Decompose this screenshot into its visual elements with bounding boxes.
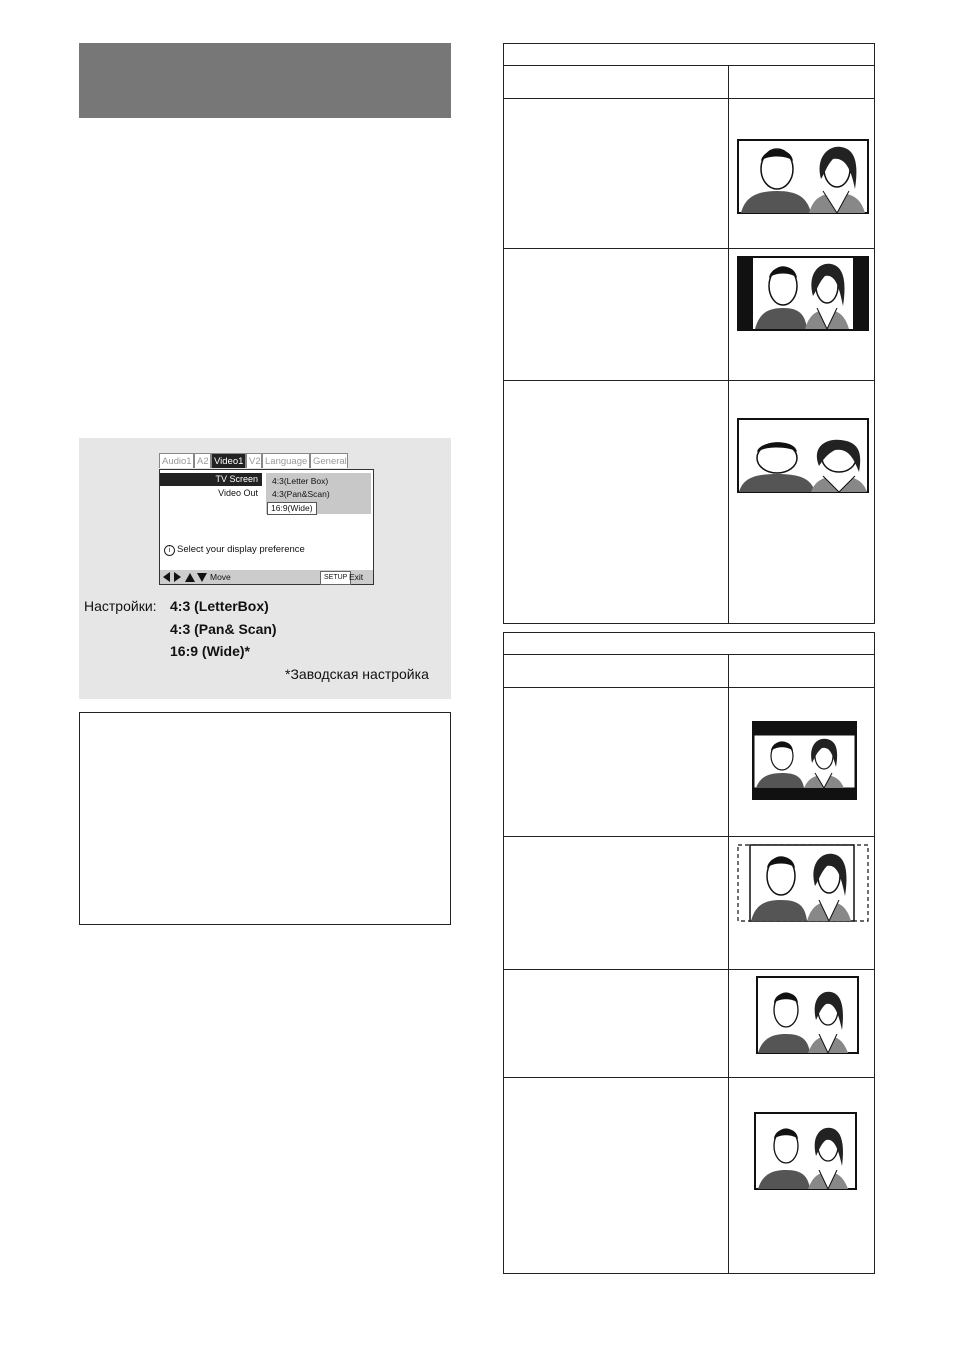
setting-letterbox: 4:3 (LetterBox) bbox=[170, 598, 269, 614]
option-pan-scan[interactable]: 4:3(Pan&Scan) bbox=[272, 489, 330, 499]
wide-on-standard-illustration bbox=[737, 256, 869, 332]
wide-tv-table bbox=[503, 43, 875, 624]
osd-tab-bar bbox=[159, 453, 374, 469]
tab-audio1[interactable]: Audio1 bbox=[159, 453, 194, 468]
osd-setup-menu bbox=[159, 453, 374, 585]
osd-body bbox=[159, 469, 374, 585]
tab-v2[interactable]: V2 bbox=[246, 453, 262, 468]
hint-text: Select your display preference bbox=[177, 544, 305, 555]
setting-wide: 16:9 (Wide)* bbox=[170, 643, 251, 659]
osd-hint bbox=[164, 544, 305, 556]
menu-item-video-out[interactable]: Video Out bbox=[218, 488, 258, 498]
osd-footer bbox=[160, 570, 373, 584]
letterbox-illustration bbox=[752, 721, 857, 801]
setting-pan-scan: 4:3 (Pan& Scan) bbox=[170, 621, 277, 637]
setup-button[interactable]: SETUP bbox=[320, 571, 351, 585]
info-icon: i bbox=[164, 545, 175, 556]
footer-move-label: Move bbox=[210, 572, 231, 582]
note-box bbox=[79, 712, 451, 925]
tab-video1[interactable]: Video1 bbox=[211, 453, 246, 468]
arrow-keys-icon bbox=[163, 572, 207, 582]
standard-4-3-illustration-2 bbox=[754, 1112, 857, 1190]
pan-scan-illustration bbox=[737, 844, 869, 922]
option-list bbox=[266, 473, 371, 514]
tab-a2[interactable]: A2 bbox=[194, 453, 211, 468]
standard-4-3-illustration bbox=[756, 976, 859, 1054]
footer-exit-label: Exit bbox=[349, 572, 364, 582]
tab-general[interactable]: General bbox=[310, 453, 348, 468]
settings-label: Настройки: bbox=[84, 598, 157, 614]
section-header-band bbox=[79, 43, 451, 118]
menu-item-tv-screen[interactable]: TV Screen bbox=[160, 473, 262, 486]
tab-language[interactable]: Language bbox=[262, 453, 310, 468]
option-wide[interactable]: 16:9(Wide) bbox=[267, 502, 317, 515]
factory-setting-note: *Заводская настройка bbox=[285, 666, 429, 682]
wide-screen-illustration bbox=[737, 139, 869, 215]
stretched-illustration bbox=[737, 418, 869, 494]
option-letterbox[interactable]: 4:3(Letter Box) bbox=[272, 476, 329, 486]
